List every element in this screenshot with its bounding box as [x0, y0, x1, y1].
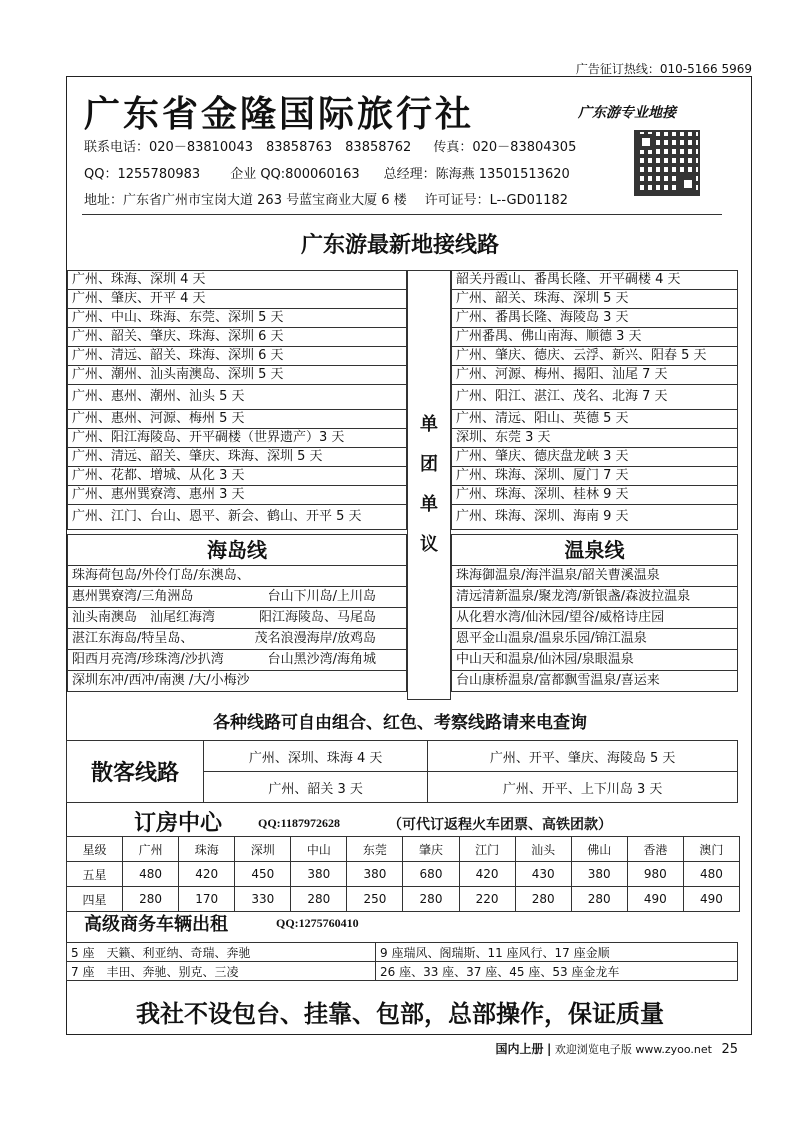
hotspring-table [451, 534, 738, 692]
route-row [68, 328, 407, 347]
price-cell: 280 [291, 887, 347, 912]
phone-label: 联系电话： [84, 140, 150, 155]
route-row [68, 467, 407, 486]
island-route-part: 深圳东冲/西冲/南澳 /大/小梅沙 [72, 673, 250, 688]
phone-numbers: 020－83810043 83858763 83858762 [149, 140, 412, 155]
island-route-part: 台山下川岛/上川岛 [267, 589, 376, 604]
route-item: 广州、珠海、深圳、海南 9 天 [452, 505, 738, 530]
route-item: 广州、清远、韶关、珠海、深圳 6 天 [68, 347, 407, 366]
island-route [68, 650, 407, 671]
route-row [452, 410, 738, 429]
route-row [68, 290, 407, 309]
route-row [68, 366, 407, 385]
island-row [68, 587, 407, 608]
footer-book: 国内上册 [495, 1042, 544, 1056]
price-header-cell: 佛山 [571, 837, 627, 862]
address: 广东省广州市宝岗大道 263 号蓝宝商业大厦 6 楼 [123, 193, 407, 208]
price-cell: 四星 [67, 887, 123, 912]
hotspring-row [452, 587, 738, 608]
price-header-cell: 肇庆 [403, 837, 459, 862]
route-row [452, 309, 738, 328]
route-item: 深圳、东莞 3 天 [452, 429, 738, 448]
hotel-note: （可代订返程火车团票、高铁团款） [388, 817, 612, 833]
island-route-part: 惠州巽寮湾/三角洲岛 [72, 589, 194, 604]
price-cell: 480 [123, 862, 179, 887]
route-item: 广州、河源、梅州、揭阳、汕尾 7 天 [452, 366, 738, 385]
group-char-4: 议 [420, 534, 438, 555]
price-cell: 220 [459, 887, 515, 912]
individual-routes-table [66, 740, 738, 803]
price-cell: 380 [571, 862, 627, 887]
island-route [68, 608, 407, 629]
route-row [452, 467, 738, 486]
price-header-cell: 深圳 [235, 837, 291, 862]
route-item: 广州、阳江、湛江、茂名、北海 7 天 [452, 385, 738, 410]
price-cell: 480 [683, 862, 739, 887]
individual-route: 广州、开平、肇庆、海陵岛 5 天 [428, 741, 738, 772]
hotspring-row [452, 629, 738, 650]
price-row [67, 887, 740, 912]
route-row [452, 385, 738, 410]
price-cell: 380 [347, 862, 403, 887]
route-row [452, 347, 738, 366]
route-item: 广州、番禺长隆、海陵岛 3 天 [452, 309, 738, 328]
license-label: 许可证号： [424, 193, 490, 208]
route-item: 广州、潮州、汕头南澳岛、深圳 5 天 [68, 366, 407, 385]
island-title: 海岛线 [68, 535, 407, 566]
island-row [68, 671, 407, 692]
fax-label: 传真： [433, 140, 473, 155]
license-number: L--GD01182 [489, 193, 568, 208]
hotel-center-title: 订房中心 [134, 811, 223, 836]
footer-separator: | [546, 1042, 552, 1056]
route-row [452, 505, 738, 530]
route-item: 广州、阳江海陵岛、开平碉楼（世界遗产）3 天 [68, 429, 407, 448]
route-item: 广州、肇庆、开平 4 天 [68, 290, 407, 309]
quality-slogan: 我社不设包台、挂靠、包部，总部操作，保证质量 [136, 1000, 664, 1028]
car-rental-title: 高级商务车辆出租 [84, 914, 228, 934]
island-route-part: 阳西月亮湾/珍珠湾/沙扒湾 [72, 652, 224, 667]
route-item: 广州、肇庆、德庆盘龙峡 3 天 [452, 448, 738, 467]
island-table [67, 534, 407, 692]
individual-route: 广州、开平、上下川岛 3 天 [428, 772, 738, 803]
route-item: 广州、清远、韶关、肇庆、珠海、深圳 5 天 [68, 448, 407, 467]
price-cell: 280 [515, 887, 571, 912]
island-route-part: 汕头南澳岛 汕尾红海湾 [72, 610, 216, 625]
car-option: 7 座 丰田、奔驰、别克、三凌 [67, 962, 376, 981]
route-item: 广州、珠海、深圳、厦门 7 天 [452, 467, 738, 486]
hotspring-route: 珠海御温泉/海泮温泉/韶关曹溪温泉 [452, 566, 738, 587]
hotspring-route: 台山康桥温泉/富都飘雪温泉/喜运来 [452, 671, 738, 692]
island-row [68, 629, 407, 650]
group-quote-label [407, 270, 451, 700]
qq-label: QQ： [84, 167, 118, 182]
island-row [68, 608, 407, 629]
price-header-cell: 东莞 [347, 837, 403, 862]
price-cell: 490 [683, 887, 739, 912]
route-row [452, 328, 738, 347]
gm-name: 陈海燕 13501513620 [435, 167, 570, 182]
group-char-1: 单 [420, 414, 438, 435]
route-row [68, 271, 407, 290]
right-routes-table [451, 270, 738, 530]
price-header-cell: 广州 [123, 837, 179, 862]
price-cell: 430 [515, 862, 571, 887]
price-header-cell: 江门 [459, 837, 515, 862]
car-option: 5 座 天籁、利亚纳、奇瑞、奔驰 [67, 943, 376, 962]
gm-label: 总经理： [383, 167, 436, 182]
price-cell: 280 [571, 887, 627, 912]
route-row [68, 486, 407, 505]
left-routes-table [67, 270, 407, 530]
hotel-qq: QQ:1187972628 [258, 816, 341, 830]
header-divider [82, 214, 722, 215]
company-name: 广东省金隆国际旅行社 [84, 94, 475, 135]
route-row [452, 366, 738, 385]
price-cell: 420 [179, 862, 235, 887]
hotspring-row [452, 566, 738, 587]
individual-route: 广州、深圳、珠海 4 天 [204, 741, 428, 772]
route-item: 广州、中山、珠海、东莞、深圳 5 天 [68, 309, 407, 328]
route-item: 广州、江门、台山、恩平、新会、鹤山、开平 5 天 [68, 505, 407, 530]
individual-route: 广州、韶关 3 天 [204, 772, 428, 803]
car-option: 9 座瑞风、阁瑞斯、11 座风行、17 座金顺 [376, 943, 738, 962]
island-route-part: 茂名浪漫海岸/放鸡岛 [254, 631, 376, 646]
route-row [68, 385, 407, 410]
island-route-part: 阳江海陵岛、马尾岛 [258, 610, 376, 625]
price-cell: 980 [627, 862, 683, 887]
qq-number: 1255780983 [117, 167, 201, 182]
route-item: 广州、肇庆、德庆、云浮、新兴、阳春 5 天 [452, 347, 738, 366]
car-rental-table [66, 942, 738, 981]
price-cell: 380 [291, 862, 347, 887]
route-item: 广州、珠海、深圳、桂林 9 天 [452, 486, 738, 505]
page-number: 25 [721, 1042, 738, 1057]
contact-line-2 [84, 163, 570, 182]
hotspring-route: 清远清新温泉/聚龙湾/新银盏/森波拉温泉 [452, 587, 738, 608]
price-cell: 五星 [67, 862, 123, 887]
route-row [68, 347, 407, 366]
hotel-price-table [66, 836, 740, 912]
hotspring-title: 温泉线 [452, 535, 738, 566]
car-option: 26 座、33 座、37 座、45 座、53 座金龙车 [376, 962, 738, 981]
hotspring-route: 中山天和温泉/仙沐园/泉眼温泉 [452, 650, 738, 671]
price-cell: 170 [179, 887, 235, 912]
page-footer [495, 1040, 738, 1057]
price-cell: 280 [123, 887, 179, 912]
route-item: 广州番禺、佛山南海、顺德 3 天 [452, 328, 738, 347]
price-cell: 490 [627, 887, 683, 912]
combo-tip: 各种线路可自由组合、红色、考察线路请来电查询 [213, 713, 587, 733]
route-item: 韶关丹霞山、番禺长隆、开平碉楼 4 天 [452, 271, 738, 290]
price-header-cell: 澳门 [683, 837, 739, 862]
price-cell: 680 [403, 862, 459, 887]
price-cell: 250 [347, 887, 403, 912]
route-item: 广州、花都、增城、从化 3 天 [68, 467, 407, 486]
fax-number: 020－83804305 [472, 140, 577, 155]
individual-routes-title: 散客线路 [67, 741, 204, 803]
island-route-part: 台山黑沙湾/海角城 [267, 652, 376, 667]
hotspring-route: 从化碧水湾/仙沐园/望谷/威格诗庄园 [452, 608, 738, 629]
island-row [68, 566, 407, 587]
group-char-2: 团 [420, 454, 438, 475]
price-header-cell: 汕头 [515, 837, 571, 862]
island-row [68, 650, 407, 671]
enterprise-qq-number: 800060163 [285, 167, 360, 182]
address-label: 地址： [84, 193, 124, 208]
price-cell: 330 [235, 887, 291, 912]
company-slogan: 广东游专业地接 [578, 105, 676, 121]
car-rental-qq: QQ:1275760410 [276, 916, 359, 930]
route-row [452, 486, 738, 505]
route-item: 广州、清远、阳山、英德 5 天 [452, 410, 738, 429]
route-row [68, 429, 407, 448]
route-row [68, 448, 407, 467]
price-cell: 280 [403, 887, 459, 912]
island-route-part: 珠海荷包岛/外伶仃岛/东澳岛、 [72, 568, 250, 583]
price-header-cell: 中山 [291, 837, 347, 862]
route-row [452, 448, 738, 467]
hotspring-route: 恩平金山温泉/温泉乐园/锦江温泉 [452, 629, 738, 650]
island-route-part: 湛江东海岛/特呈岛、 [72, 631, 194, 646]
route-item: 广州、惠州、河源、梅州 5 天 [68, 410, 407, 429]
island-route [68, 671, 407, 692]
price-cell: 420 [459, 862, 515, 887]
route-row [68, 505, 407, 530]
hotspring-row [452, 608, 738, 629]
island-route [68, 629, 407, 650]
section-title: 广东游最新地接线路 [300, 233, 499, 258]
price-header-cell: 星级 [67, 837, 123, 862]
route-item: 广州、惠州巽寮湾、惠州 3 天 [68, 486, 407, 505]
price-row [67, 862, 740, 887]
island-route [68, 587, 407, 608]
route-row [68, 309, 407, 328]
price-header-cell: 香港 [627, 837, 683, 862]
price-header-cell: 珠海 [179, 837, 235, 862]
route-row [452, 290, 738, 309]
route-item: 广州、韶关、珠海、深圳 5 天 [452, 290, 738, 309]
route-row [68, 410, 407, 429]
price-cell: 450 [235, 862, 291, 887]
group-char-3: 单 [420, 494, 438, 515]
ad-hotline: 广告征订热线：010-5166 5969 [575, 62, 752, 76]
island-route [68, 566, 407, 587]
route-item: 广州、惠州、潮州、汕头 5 天 [68, 385, 407, 410]
footer-text: 欢迎浏览电子版 www.zyoo.net [554, 1043, 712, 1056]
hotspring-row [452, 650, 738, 671]
route-row [452, 429, 738, 448]
route-item: 广州、韶关、肇庆、珠海、深圳 6 天 [68, 328, 407, 347]
route-row [452, 271, 738, 290]
contact-line-1 [84, 136, 576, 155]
route-item: 广州、珠海、深圳 4 天 [68, 271, 407, 290]
enterprise-qq-label: 企业 QQ: [230, 167, 286, 182]
qr-code-icon [634, 130, 700, 196]
hotspring-row [452, 671, 738, 692]
contact-line-3 [84, 189, 568, 208]
